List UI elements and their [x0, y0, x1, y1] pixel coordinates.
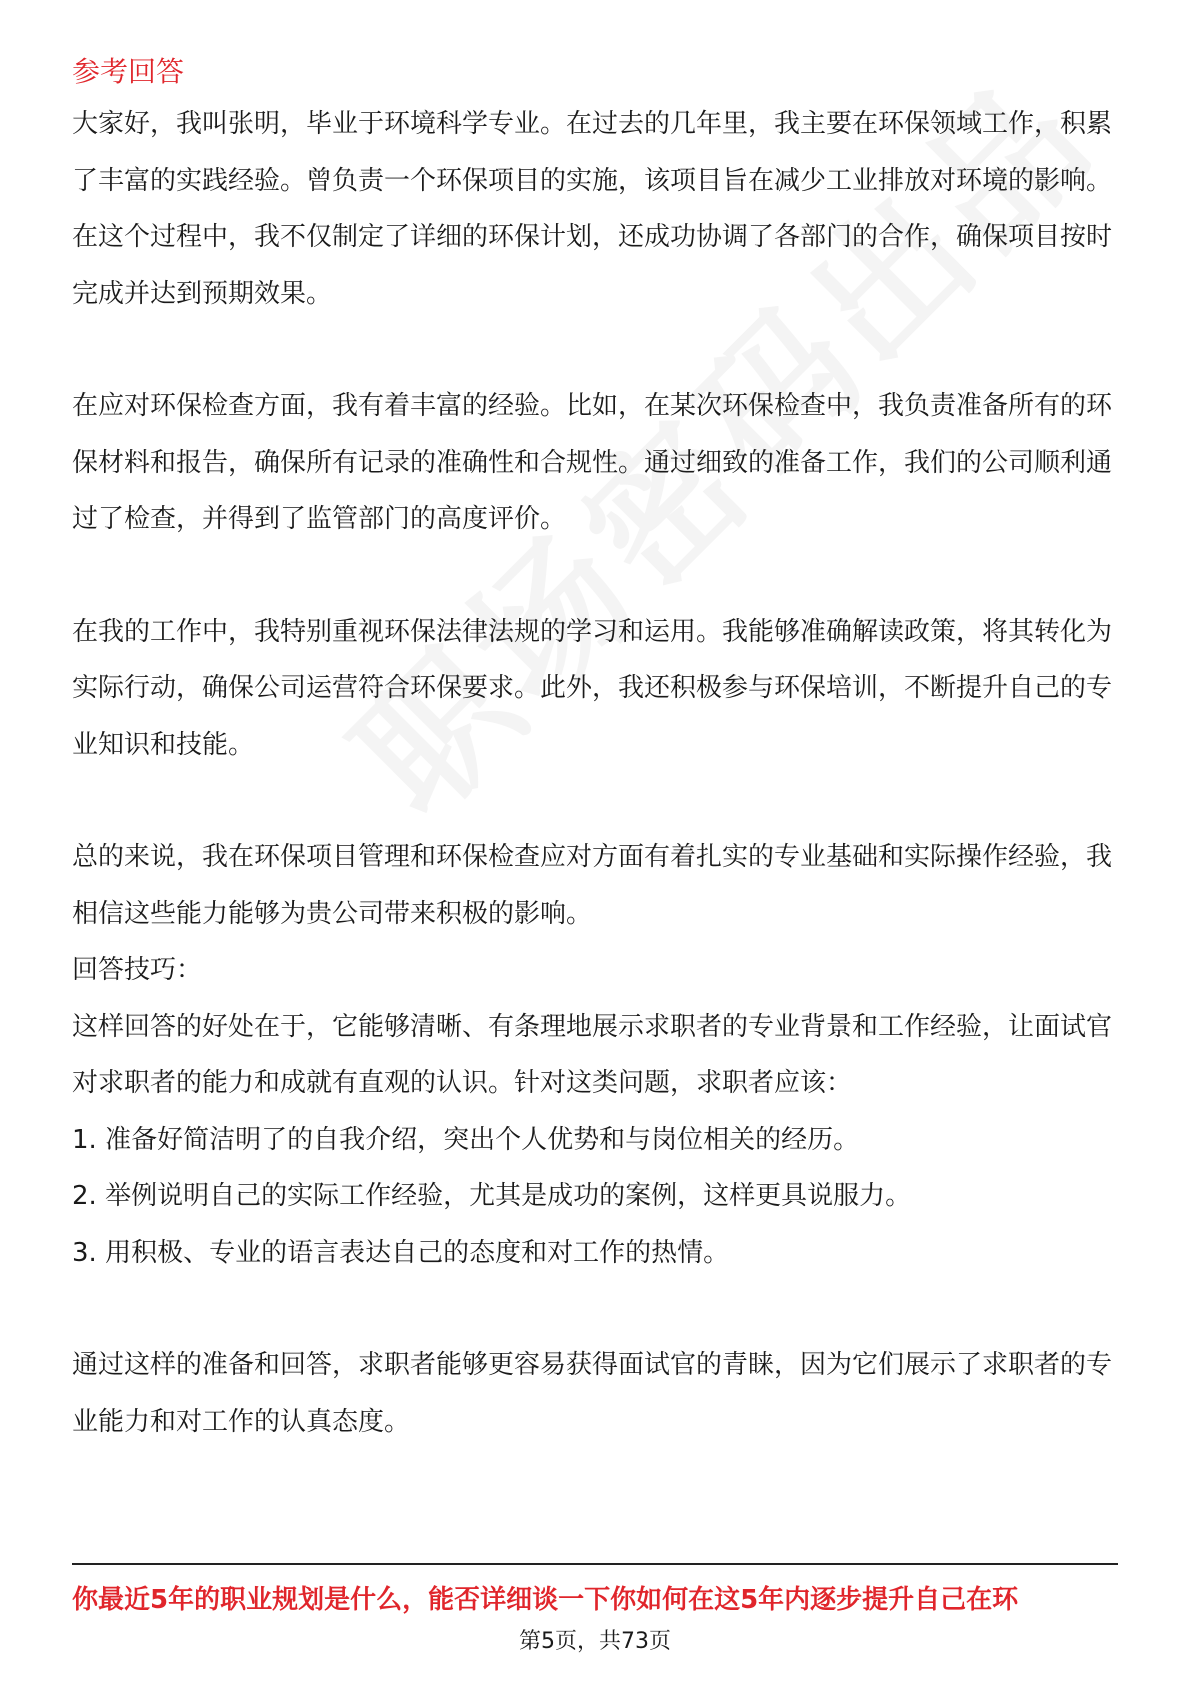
tips-intro: 这样回答的好处在于，它能够清晰、有条理地展示求职者的专业背景和工作经验，让面试官对求职者的能力和成就有直观的认识。针对这类问题，求职者应该：: [72, 1011, 1113, 1098]
tips-conclusion: 通过这样的准备和回答，求职者能够更容易获得面试官的青睐，因为它们展示了求职者的专业能力和对工作的认真态度。: [72, 1350, 1113, 1437]
document-body: [72, 48, 1118, 1450]
answer-paragraph-2: 在应对环保检查方面，我有着丰富的经验。比如，在某次环保检查中，我负责准备所有的环保材料和报告，确保所有记录的准确性和合规性。通过细致的准备工作，我们的公司顺利通过了检查，并得到了监管部门的高度评价。: [72, 391, 1113, 534]
tips-item-3: 3. 用积极、专业的语言表达自己的态度和对工作的热情。: [72, 1237, 730, 1268]
tips-heading: 回答技巧：: [72, 955, 203, 985]
answer-paragraph-3: 在我的工作中，我特别重视环保法律法规的学习和运用。我能够准确解读政策，将其转化为实际行动，确保公司运营符合环保要求。此外，我还积极参与环保培训，不断提升自己的专业知识和技能。: [72, 616, 1113, 760]
next-question-heading: 你最近5年的职业规划是什么，能否详细谈一下你如何在这5年内逐步提升自己在环: [72, 1585, 1019, 1615]
divider: [72, 1563, 1118, 1565]
answer-paragraph-4: 总的来说，我在环保项目管理和环保检查应对方面有着扎实的专业基础和实际操作经验，我相信这些能力能够为贵公司带来积极的影响。: [72, 842, 1113, 929]
tips-item-1: 1. 准备好简洁明了的自我介绍，突出个人优势和与岗位相关的经历。: [72, 1124, 860, 1155]
page-number: 第5页，共73页: [519, 1629, 671, 1654]
answer-paragraph-1: 大家好，我叫张明，毕业于环境科学专业。在过去的几年里，我主要在环保领域工作，积累了丰富的实践经验。曾负责一个环保项目的实施，该项目旨在减少工业排放对环境的影响。在这个过程中，我不仅制定了详细的环保计划，还成功协调了各部门的合作，确保项目按时完成并达到预期效果。: [72, 109, 1113, 309]
tips-item-2: 2. 举例说明自己的实际工作经验，尤其是成功的案例，这样更具说服力。: [72, 1181, 912, 1211]
section-title: 参考回答: [72, 55, 185, 88]
